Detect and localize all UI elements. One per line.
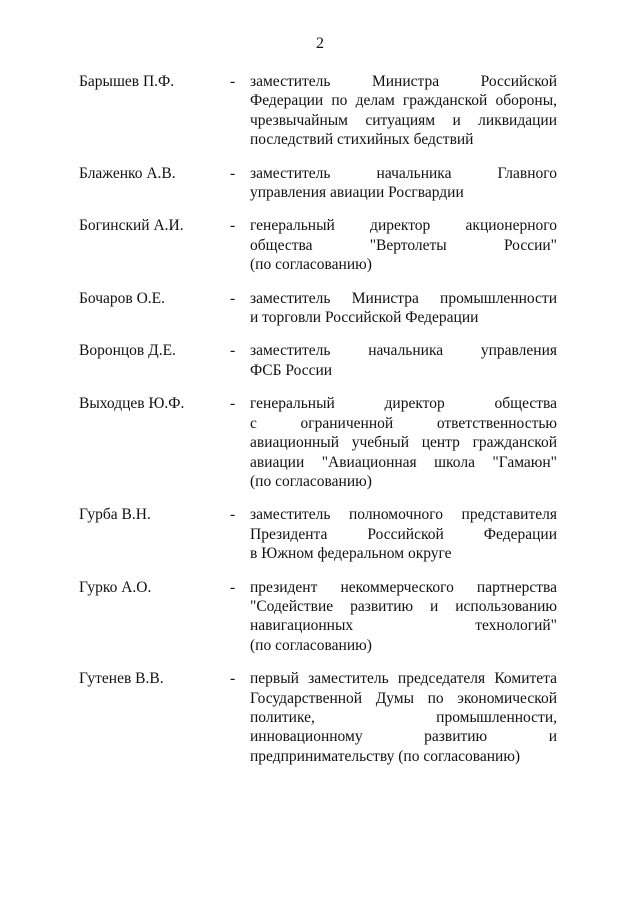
list-item	[79, 341, 561, 380]
member-position	[250, 578, 557, 656]
dash-separator: -	[230, 578, 236, 596]
list-item	[79, 578, 561, 656]
list-item	[79, 216, 561, 274]
list-item	[79, 72, 561, 150]
member-name: Гутенев В.В.	[79, 670, 164, 688]
member-name: Выходцев Ю.Ф.	[79, 395, 185, 413]
page-number: 2	[316, 35, 324, 52]
list-item	[79, 394, 561, 491]
dash-separator: -	[230, 342, 236, 360]
dash-separator: -	[230, 395, 236, 413]
member-position	[250, 72, 557, 150]
position-line: управления авиации Росгвардии	[250, 184, 464, 202]
position-line: чрезвычайным ситуациям и ликвидации	[250, 111, 557, 129]
dash-separator: -	[230, 670, 236, 688]
dash-separator: -	[230, 217, 236, 235]
position-line: Федерации по делам гражданской обороны,	[250, 92, 557, 110]
position-line: (по согласованию)	[250, 256, 372, 274]
member-position	[250, 669, 557, 766]
member-position	[250, 289, 557, 328]
dash-separator: -	[230, 164, 236, 182]
member-name: Бочаров О.Е.	[79, 289, 166, 307]
member-position	[250, 394, 557, 491]
position-line: заместитель начальника Главного	[250, 164, 557, 182]
position-line: генеральный директор акционерного	[250, 217, 557, 235]
position-line: навигационных технологий"	[250, 617, 557, 635]
position-line: общества "Вертолеты России"	[250, 236, 557, 254]
position-line: заместитель Министра промышленности	[250, 289, 557, 307]
member-position	[250, 164, 557, 203]
position-line: заместитель Министра Российской	[250, 73, 557, 90]
member-name: Воронцов Д.Е.	[79, 342, 176, 360]
position-line: инновационному развитию и	[250, 728, 557, 746]
list-item	[79, 505, 561, 563]
position-line: (по согласованию)	[250, 472, 372, 490]
position-line: предпринимательству (по согласованию)	[250, 747, 521, 765]
position-line: заместитель начальника управления	[250, 342, 557, 360]
dash-separator: -	[230, 289, 236, 307]
member-position	[250, 216, 557, 274]
list-item	[79, 289, 561, 328]
member-name: Богинский А.И.	[79, 217, 184, 235]
position-line: генеральный директор общества	[250, 395, 557, 413]
position-line: в Южном федеральном округе	[250, 545, 452, 563]
member-position	[250, 505, 557, 563]
member-name: Барышев П.Ф.	[79, 73, 175, 90]
position-line: "Содействие развитию и использованию	[250, 597, 557, 615]
position-line: политике, промышленности,	[250, 708, 557, 726]
position-line: Государственной Думы по экономической	[250, 689, 557, 707]
position-line: президент некоммерческого партнерства	[250, 578, 557, 596]
position-line: заместитель полномочного представителя	[250, 506, 557, 524]
position-line: ФСБ России	[250, 361, 333, 379]
member-name: Гурба В.Н.	[79, 506, 151, 524]
position-line: первый заместитель председателя Комитета	[250, 670, 557, 688]
list-item	[79, 669, 561, 766]
position-line: последствий стихийных бедствий	[250, 131, 474, 149]
list-item	[79, 164, 561, 203]
member-position	[250, 341, 557, 380]
position-line: (по согласованию)	[250, 636, 372, 654]
position-line: авиации "Авиационная школа "Гамаюн"	[250, 453, 557, 471]
dash-separator: -	[230, 506, 236, 524]
position-line: и торговли Российской Федерации	[250, 309, 479, 327]
position-line: Президента Российской Федерации	[250, 525, 557, 543]
member-list	[79, 72, 561, 766]
position-line: авиационный учебный центр гражданской	[250, 434, 557, 452]
member-name: Блаженко А.В.	[79, 164, 176, 182]
dash-separator: -	[230, 73, 236, 90]
position-line: с ограниченной ответственностью	[250, 414, 557, 432]
member-name: Гурко А.О.	[79, 578, 152, 596]
